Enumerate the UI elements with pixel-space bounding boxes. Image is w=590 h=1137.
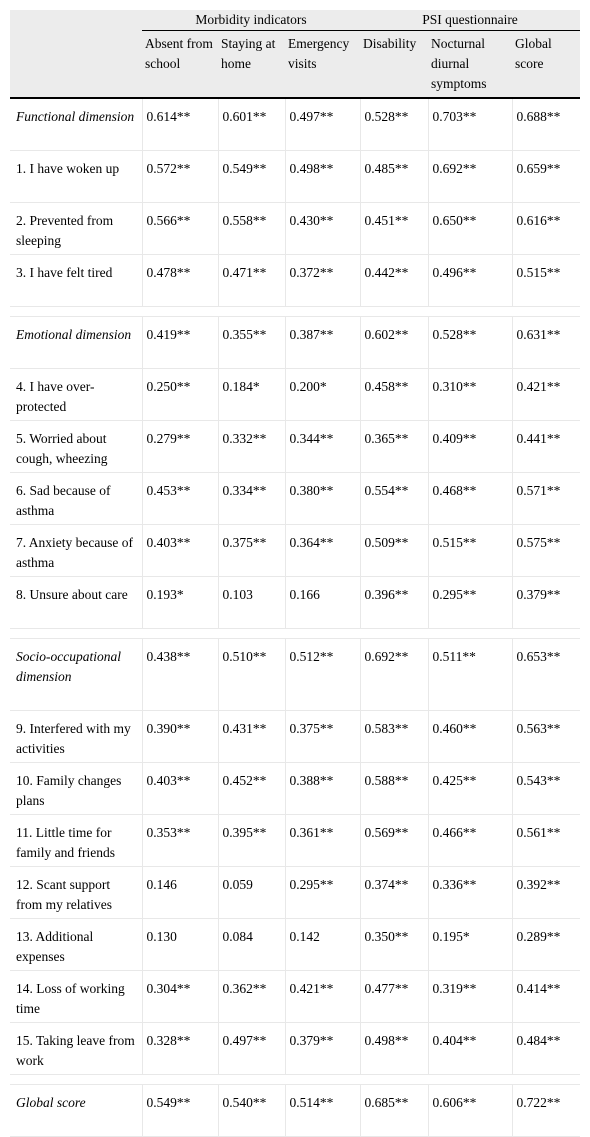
correlation-cell: 0.566** xyxy=(142,203,218,255)
correlation-cell: 0.441** xyxy=(512,421,580,473)
correlation-cell: 0.166 xyxy=(285,577,360,629)
table-row xyxy=(10,815,580,867)
dimension-row xyxy=(10,317,580,369)
correlation-cell: 0.387** xyxy=(285,317,360,369)
table-row xyxy=(10,919,580,971)
item-label: 4. I have over-protected xyxy=(10,369,142,421)
correlation-cell: 0.295** xyxy=(428,577,512,629)
correlation-cell: 0.193* xyxy=(142,577,218,629)
column-header-emergency: Emergency visits xyxy=(285,31,360,98)
correlation-cell: 0.250** xyxy=(142,369,218,421)
correlation-cell: 0.496** xyxy=(428,255,512,307)
table-row xyxy=(10,255,580,307)
correlation-cell: 0.601** xyxy=(218,98,285,151)
item-label: 11. Little time for family and friends xyxy=(10,815,142,867)
correlation-cell: 0.561** xyxy=(512,815,580,867)
correlation-cell: 0.563** xyxy=(512,711,580,763)
item-label: 8. Unsure about care xyxy=(10,577,142,629)
correlation-cell: 0.421** xyxy=(285,971,360,1023)
correlation-cell: 0.497** xyxy=(285,98,360,151)
correlation-cell: 0.485** xyxy=(360,151,428,203)
table-row xyxy=(10,1023,580,1075)
section-spacer xyxy=(10,629,580,639)
correlation-cell: 0.497** xyxy=(218,1023,285,1075)
correlation-cell: 0.392** xyxy=(512,867,580,919)
dimension-label: Functional dimension xyxy=(10,98,142,151)
column-header-staying-home: Staying at home xyxy=(218,31,285,98)
item-label: 7. Anxiety because of asthma xyxy=(10,525,142,577)
table-row xyxy=(10,577,580,629)
correlation-cell: 0.631** xyxy=(512,317,580,369)
correlation-cell: 0.403** xyxy=(142,763,218,815)
header-column-row xyxy=(10,31,580,98)
correlation-cell: 0.364** xyxy=(285,525,360,577)
item-label: 3. I have felt tired xyxy=(10,255,142,307)
correlation-cell: 0.543** xyxy=(512,763,580,815)
correlation-cell: 0.653** xyxy=(512,639,580,711)
correlation-cell: 0.498** xyxy=(360,1023,428,1075)
correlation-cell: 0.421** xyxy=(512,369,580,421)
correlation-cell: 0.451** xyxy=(360,203,428,255)
correlation-cell: 0.452** xyxy=(218,763,285,815)
correlation-cell: 0.558** xyxy=(218,203,285,255)
correlation-cell: 0.659** xyxy=(512,151,580,203)
correlation-cell: 0.442** xyxy=(360,255,428,307)
correlation-cell: 0.350** xyxy=(360,919,428,971)
header-corner-sub xyxy=(10,31,142,98)
correlation-cell: 0.332** xyxy=(218,421,285,473)
correlation-cell: 0.510** xyxy=(218,639,285,711)
correlation-cell: 0.602** xyxy=(360,317,428,369)
group-header-psi: PSI questionnaire xyxy=(360,10,580,31)
correlation-cell: 0.511** xyxy=(428,639,512,711)
table-row xyxy=(10,867,580,919)
dimension-row xyxy=(10,98,580,151)
correlation-cell: 0.458** xyxy=(360,369,428,421)
correlation-cell: 0.453** xyxy=(142,473,218,525)
item-label: 6. Sad because of asthma xyxy=(10,473,142,525)
correlation-cell: 0.549** xyxy=(218,151,285,203)
correlation-cell: 0.361** xyxy=(285,815,360,867)
table-row xyxy=(10,971,580,1023)
correlation-cell: 0.515** xyxy=(428,525,512,577)
correlation-cell: 0.471** xyxy=(218,255,285,307)
correlation-cell: 0.130 xyxy=(142,919,218,971)
section-spacer xyxy=(10,307,580,317)
correlation-cell: 0.103 xyxy=(218,577,285,629)
correlation-cell: 0.319** xyxy=(428,971,512,1023)
correlation-cell: 0.365** xyxy=(360,421,428,473)
correlation-cell: 0.395** xyxy=(218,815,285,867)
correlation-cell: 0.289** xyxy=(512,919,580,971)
correlation-cell: 0.295** xyxy=(285,867,360,919)
correlation-cell: 0.336** xyxy=(428,867,512,919)
correlation-cell: 0.431** xyxy=(218,711,285,763)
correlation-cell: 0.200* xyxy=(285,369,360,421)
correlation-cell: 0.409** xyxy=(428,421,512,473)
header-group-row xyxy=(10,10,580,31)
correlation-cell: 0.484** xyxy=(512,1023,580,1075)
correlation-cell: 0.572** xyxy=(142,151,218,203)
item-label: 2. Prevented from sleeping xyxy=(10,203,142,255)
correlation-cell: 0.396** xyxy=(360,577,428,629)
correlation-cell: 0.466** xyxy=(428,815,512,867)
correlation-cell: 0.379** xyxy=(285,1023,360,1075)
correlation-cell: 0.380** xyxy=(285,473,360,525)
correlation-cell: 0.419** xyxy=(142,317,218,369)
table-header xyxy=(10,10,580,98)
header-corner xyxy=(10,10,142,31)
correlation-cell: 0.334** xyxy=(218,473,285,525)
item-label: 9. Interfered with my activities xyxy=(10,711,142,763)
item-label: 15. Taking leave from work xyxy=(10,1023,142,1075)
correlation-cell: 0.477** xyxy=(360,971,428,1023)
correlation-cell: 0.606** xyxy=(428,1085,512,1137)
item-label: 14. Loss of working time xyxy=(10,971,142,1023)
correlation-cell: 0.549** xyxy=(142,1085,218,1137)
correlation-cell: 0.279** xyxy=(142,421,218,473)
correlation-cell: 0.569** xyxy=(360,815,428,867)
correlation-cell: 0.390** xyxy=(142,711,218,763)
correlation-cell: 0.514** xyxy=(285,1085,360,1137)
correlation-cell: 0.685** xyxy=(360,1085,428,1137)
correlation-cell: 0.353** xyxy=(142,815,218,867)
correlation-cell: 0.425** xyxy=(428,763,512,815)
correlation-cell: 0.515** xyxy=(512,255,580,307)
column-header-absent: Absent from school xyxy=(142,31,218,98)
correlation-cell: 0.438** xyxy=(142,639,218,711)
item-label: 10. Family changes plans xyxy=(10,763,142,815)
correlation-cell: 0.344** xyxy=(285,421,360,473)
correlation-cell: 0.304** xyxy=(142,971,218,1023)
dimension-label: Global score xyxy=(10,1085,142,1137)
correlation-cell: 0.375** xyxy=(285,711,360,763)
correlation-cell: 0.084 xyxy=(218,919,285,971)
dimension-row xyxy=(10,1085,580,1137)
correlation-cell: 0.540** xyxy=(218,1085,285,1137)
correlation-cell: 0.328** xyxy=(142,1023,218,1075)
table-row xyxy=(10,203,580,255)
correlation-cell: 0.146 xyxy=(142,867,218,919)
correlation-cell: 0.142 xyxy=(285,919,360,971)
dimension-label: Emotional dimension xyxy=(10,317,142,369)
correlation-cell: 0.403** xyxy=(142,525,218,577)
table-row xyxy=(10,763,580,815)
correlation-cell: 0.468** xyxy=(428,473,512,525)
group-header-morbidity: Morbidity indicators xyxy=(142,10,360,31)
table-row xyxy=(10,151,580,203)
item-label: 5. Worried about cough, wheezing xyxy=(10,421,142,473)
correlation-cell: 0.692** xyxy=(360,639,428,711)
correlation-table xyxy=(10,10,580,1137)
correlation-cell: 0.498** xyxy=(285,151,360,203)
correlation-cell: 0.583** xyxy=(360,711,428,763)
correlation-table-container xyxy=(10,10,580,1137)
dimension-row xyxy=(10,639,580,711)
table-body xyxy=(10,98,580,1137)
correlation-cell: 0.059 xyxy=(218,867,285,919)
correlation-cell: 0.703** xyxy=(428,98,512,151)
correlation-cell: 0.571** xyxy=(512,473,580,525)
correlation-cell: 0.692** xyxy=(428,151,512,203)
correlation-cell: 0.430** xyxy=(285,203,360,255)
correlation-cell: 0.414** xyxy=(512,971,580,1023)
column-header-disability: Disability xyxy=(360,31,428,98)
correlation-cell: 0.528** xyxy=(428,317,512,369)
correlation-cell: 0.374** xyxy=(360,867,428,919)
correlation-cell: 0.616** xyxy=(512,203,580,255)
item-label: 1. I have woken up xyxy=(10,151,142,203)
table-row xyxy=(10,711,580,763)
correlation-cell: 0.478** xyxy=(142,255,218,307)
table-row xyxy=(10,525,580,577)
correlation-cell: 0.575** xyxy=(512,525,580,577)
correlation-cell: 0.310** xyxy=(428,369,512,421)
correlation-cell: 0.379** xyxy=(512,577,580,629)
correlation-cell: 0.372** xyxy=(285,255,360,307)
correlation-cell: 0.614** xyxy=(142,98,218,151)
correlation-cell: 0.195* xyxy=(428,919,512,971)
item-label: 13. Additional expenses xyxy=(10,919,142,971)
correlation-cell: 0.512** xyxy=(285,639,360,711)
dimension-label: Socio-occupational dimension xyxy=(10,639,142,711)
correlation-cell: 0.588** xyxy=(360,763,428,815)
column-header-global: Global score xyxy=(512,31,580,98)
correlation-cell: 0.404** xyxy=(428,1023,512,1075)
table-row xyxy=(10,421,580,473)
correlation-cell: 0.375** xyxy=(218,525,285,577)
item-label: 12. Scant support from my relatives xyxy=(10,867,142,919)
correlation-cell: 0.688** xyxy=(512,98,580,151)
column-header-nocturnal: Nocturnal diurnal symptoms xyxy=(428,31,512,98)
correlation-cell: 0.554** xyxy=(360,473,428,525)
correlation-cell: 0.650** xyxy=(428,203,512,255)
correlation-cell: 0.509** xyxy=(360,525,428,577)
table-row xyxy=(10,473,580,525)
table-row xyxy=(10,369,580,421)
correlation-cell: 0.355** xyxy=(218,317,285,369)
correlation-cell: 0.722** xyxy=(512,1085,580,1137)
correlation-cell: 0.388** xyxy=(285,763,360,815)
correlation-cell: 0.362** xyxy=(218,971,285,1023)
correlation-cell: 0.184* xyxy=(218,369,285,421)
correlation-cell: 0.460** xyxy=(428,711,512,763)
correlation-cell: 0.528** xyxy=(360,98,428,151)
